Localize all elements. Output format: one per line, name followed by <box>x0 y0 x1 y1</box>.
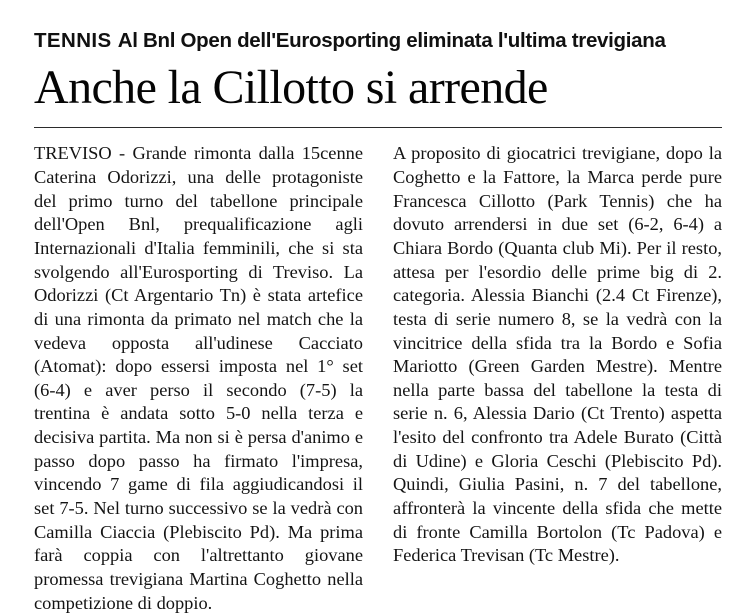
article-headline: Anche la Cillotto si arrende <box>34 60 548 114</box>
article-kicker <box>34 30 722 53</box>
kicker-text: Al Bnl Open dell'Eurosporting eliminata l'ultima trevigiana <box>117 29 666 52</box>
article-body <box>34 142 722 615</box>
section-label: TENNIS <box>34 29 112 52</box>
article-column-left <box>34 142 363 615</box>
header-divider <box>34 127 722 128</box>
article-column-right <box>393 142 722 615</box>
paragraph: TREVISO - Grande rimonta dalla 15cenne Caterina Odorizzi, una delle protagoniste del primo turno del tabellone principale dell'Open Bnl, prequalificazione agli Internazionali d'Italia femminili, che si sta svolgendo all'Eurosporting di Treviso. La Odorizzi (Ct Argentario Tn) è stata artefice di una rimonta da primato nel match che la vedeva opposta all'udinese Cacciato (Atomat): dopo essersi imposta nel 1° set (6-4) e aver perso il secondo (7-5) la trentina è andata sotto 5-0 nella terza e decisiva partita. Ma non si è persa d'animo e passo dopo passo ha firmato l'impresa, vincendo 7 game di fila aggiudicandosi il set 7-5. Nel turno successivo se la vedrà con Camilla Ciaccia (Plebiscito Pd). Ma prima farà coppia con l'altrettanto giovane promessa trevigiana Martina Coghetto nella competizione di doppio. <box>34 143 363 613</box>
paragraph: A proposito di giocatrici trevigiane, dopo la Coghetto e la Fattore, la Marca perde pure Francesca Cillotto (Park Tennis) che ha dovuto arrendersi in due set (6-2, 6-4) a Chiara Bordo (Quanta club Mi). Per il resto, attesa per l'esordio delle prime big di 2. categoria. Alessia Bianchi (2.4 Ct Firenze), testa di serie numero 8, se la vedrà con la vincitrice della sfida tra la Bordo e Sofia Mariotto (Green Garden Mestre). Mentre nella parte bassa del tabellone la testa di serie n. 6, Alessia Dario (Ct Trento) aspetta l'esito del confronto tra Adele Burato (Città di Udine) e Gloria Ceschi (Plebiscito Pd). Quindi, Giulia Pasini, n. 7 del tabellone, affronterà la vincente della sfida che mette di fronte Camilla Bortolon (Tc Padova) e Federica Trevisan (Tc Mestre). <box>393 143 722 566</box>
